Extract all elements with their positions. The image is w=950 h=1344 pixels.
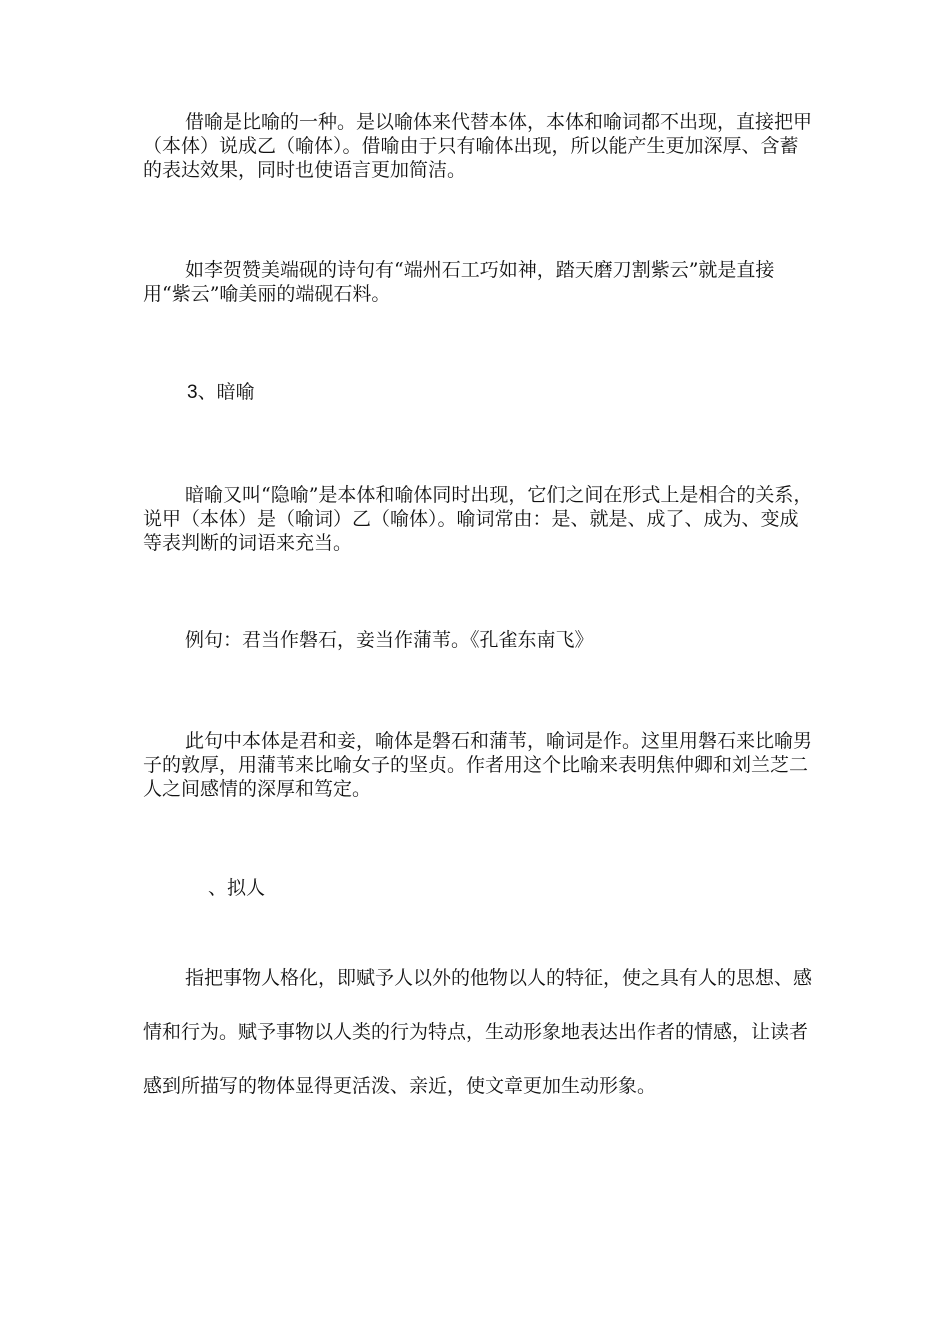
paragraph-metonymy-example: 如李贺赞美端砚的诗句有“端州石工巧如神，踏天磨刀割紫云”就是直接用“紫云”喻美丽的端砚石料。: [143, 259, 775, 305]
heading-personification: [208, 876, 265, 900]
paragraph-metonymy-definition: 借喻是比喻的一种。是以喻体来代替本体，本体和喻词都不出现，直接把甲（本体）说成乙（喻体）。借喻由于只有喻体出现，所以能产生更加深厚、含蓄的表达效果，同时也使语言更加简洁。: [143, 111, 813, 181]
paragraph-metaphor-explanation: 此句中本体是君和妾，喻体是磐石和蒲苇，喻词是作。这里用磐石来比喻男子的敦厚，用蒲苇来比喻女子的坚贞。作者用这个比喻来表明焦仲卿和刘兰芝二人之间感情的深厚和笃定。: [143, 730, 813, 800]
heading-metaphor: [187, 380, 255, 405]
heading-number: 3: [187, 382, 198, 403]
heading-label: 、拟人: [208, 877, 266, 899]
heading-label: 、暗喻: [197, 381, 255, 403]
paragraph-personification-definition: 指把事物人格化，即赋予人以外的他物以人的特征，使之具有人的思想、感情和行为。赋予事物以人类的行为特点，生动形象地表达出作者的情感，让读者感到所描写的物体显得更活泼、亲近，使文章更加生动形象。: [143, 967, 813, 1097]
paragraph-metaphor-example: 例句：君当作磐石，妾当作蒲苇。《孔雀东南飞》: [185, 629, 594, 651]
paragraph-metaphor-definition: 暗喻又叫“隐喻”是本体和喻体同时出现，它们之间在形式上是相合的关系，说甲（本体）是（喻词）乙（喻体）。喻词常由：是、就是、成了、成为、变成等表判断的词语来充当。: [143, 484, 813, 554]
